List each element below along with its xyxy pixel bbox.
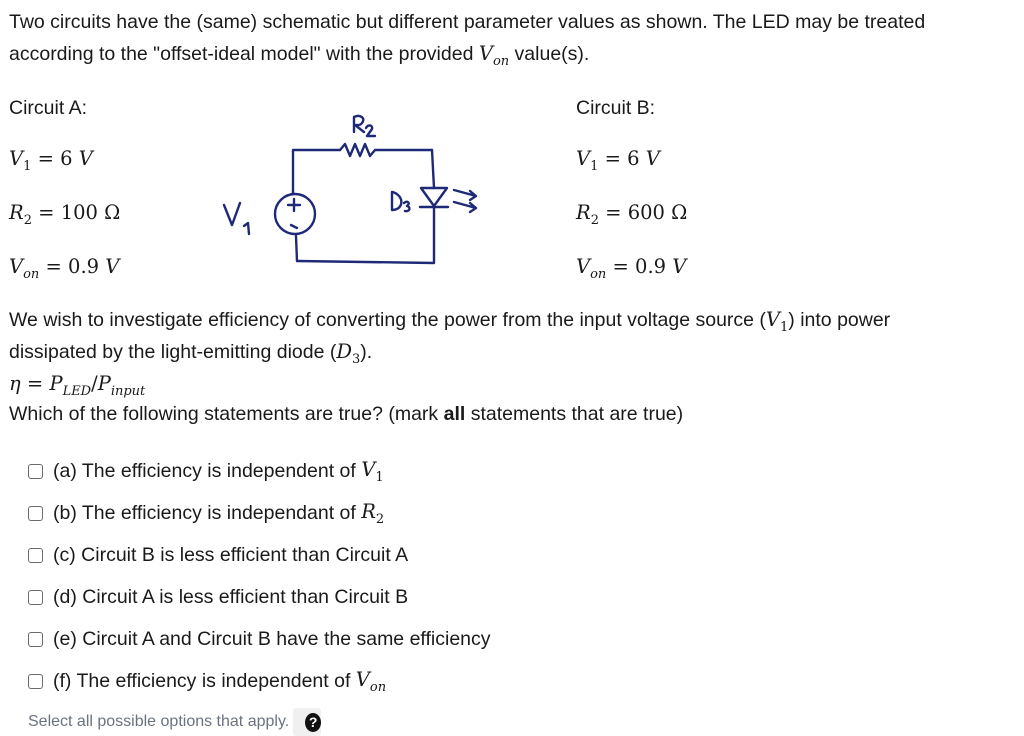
- option-f[interactable]: [28, 667, 386, 695]
- circuit-a-r2: $R_2 = 100$ Ω: [9, 201, 121, 228]
- question-circle-icon: ?: [305, 713, 321, 732]
- option-label: (f) The efficiency is independent of: [53, 669, 351, 692]
- option-label: (c) Circuit B is less efficient than Circuit A: [53, 543, 409, 566]
- checkbox[interactable]: [28, 548, 43, 563]
- light-arrow-1: [454, 190, 476, 200]
- option-label: (a) The efficiency is independent of: [53, 459, 356, 482]
- light-arrow-2: [454, 202, 476, 212]
- wire-bottom: [297, 207, 434, 263]
- question-text-a: Which of the following statements are true? (mark: [9, 403, 444, 425]
- option-math: $V_{on}$: [355, 667, 387, 695]
- option-d[interactable]: [28, 583, 408, 611]
- option-b[interactable]: [28, 499, 384, 527]
- p2-text-b: ).: [360, 341, 373, 363]
- intro-text-b: value(s).: [509, 43, 590, 65]
- option-label: (b) The efficiency is independant of: [53, 501, 356, 524]
- circuit-a-v1: $V_1 = 6$ V: [9, 147, 93, 174]
- option-e[interactable]: [28, 625, 491, 653]
- p2-text-a: dissipated by the light-emitting diode (: [9, 341, 337, 363]
- circuit-a-von: $V_{on} = 0.9$ V: [9, 255, 120, 282]
- intro-line-1: Two circuits have the (same) schematic but different parameter values as shown. The LED may be treated: [9, 11, 926, 33]
- option-label: (e) Circuit A and Circuit B have the same efficiency: [53, 627, 491, 650]
- diode-triangle: [421, 188, 447, 206]
- v1-label-1: [244, 223, 249, 234]
- wire-right-top: [432, 150, 434, 188]
- v1-label-v: [224, 203, 240, 225]
- wire-top-left: [293, 150, 340, 193]
- plus-sign: [288, 199, 300, 211]
- circuit-a-title: Circuit A:: [9, 97, 88, 119]
- p1-text-b: ) into power: [788, 309, 891, 331]
- von-symbol: $V_{on}$: [478, 42, 510, 69]
- intro-text-a: according to the "offset-ideal model" with the provided: [9, 43, 479, 65]
- option-math: $R_2$: [361, 499, 385, 527]
- d3-label-d: [392, 192, 401, 210]
- r2-label-2: [366, 125, 375, 136]
- hint-text: Select all possible options that apply.: [28, 713, 290, 730]
- minus-sign: [291, 225, 297, 228]
- wire-source-bottom: [296, 236, 297, 261]
- question-text: [9, 398, 683, 430]
- resistor-zigzag: [340, 144, 432, 156]
- question-text-b: statements that are true): [465, 403, 684, 425]
- help-button[interactable]: [293, 708, 321, 736]
- efficiency-formula: $\eta = P_{LED}/P_{input}$: [9, 372, 146, 399]
- r2-label-r: [354, 116, 364, 132]
- option-c[interactable]: [28, 541, 408, 569]
- option-math: $V_1$: [361, 457, 384, 485]
- checkbox[interactable]: [28, 674, 43, 689]
- question-bold: all: [443, 403, 466, 425]
- circuit-b-r2: $R_2 = 600$ Ω: [576, 201, 688, 228]
- checkbox[interactable]: [28, 464, 43, 479]
- d3-symbol: $D_3$: [336, 340, 361, 367]
- checkbox[interactable]: [28, 590, 43, 605]
- d3-label-3: [404, 202, 409, 211]
- checkbox[interactable]: [28, 632, 43, 647]
- checkbox[interactable]: [28, 506, 43, 521]
- circuit-b-v1: $V_1 = 6$ V: [576, 147, 660, 174]
- option-a[interactable]: [28, 457, 384, 485]
- select-hint: [28, 708, 321, 736]
- option-label: (d) Circuit A is less efficient than Circuit B: [53, 585, 409, 608]
- circuit-b-von: $V_{on} = 0.9$ V: [576, 255, 687, 282]
- circuit-b-title: Circuit B:: [576, 97, 656, 119]
- v1-symbol: $V_1$: [765, 308, 789, 335]
- p1-text-a: We wish to investigate efficiency of converting the power from the input voltage source (: [9, 309, 766, 331]
